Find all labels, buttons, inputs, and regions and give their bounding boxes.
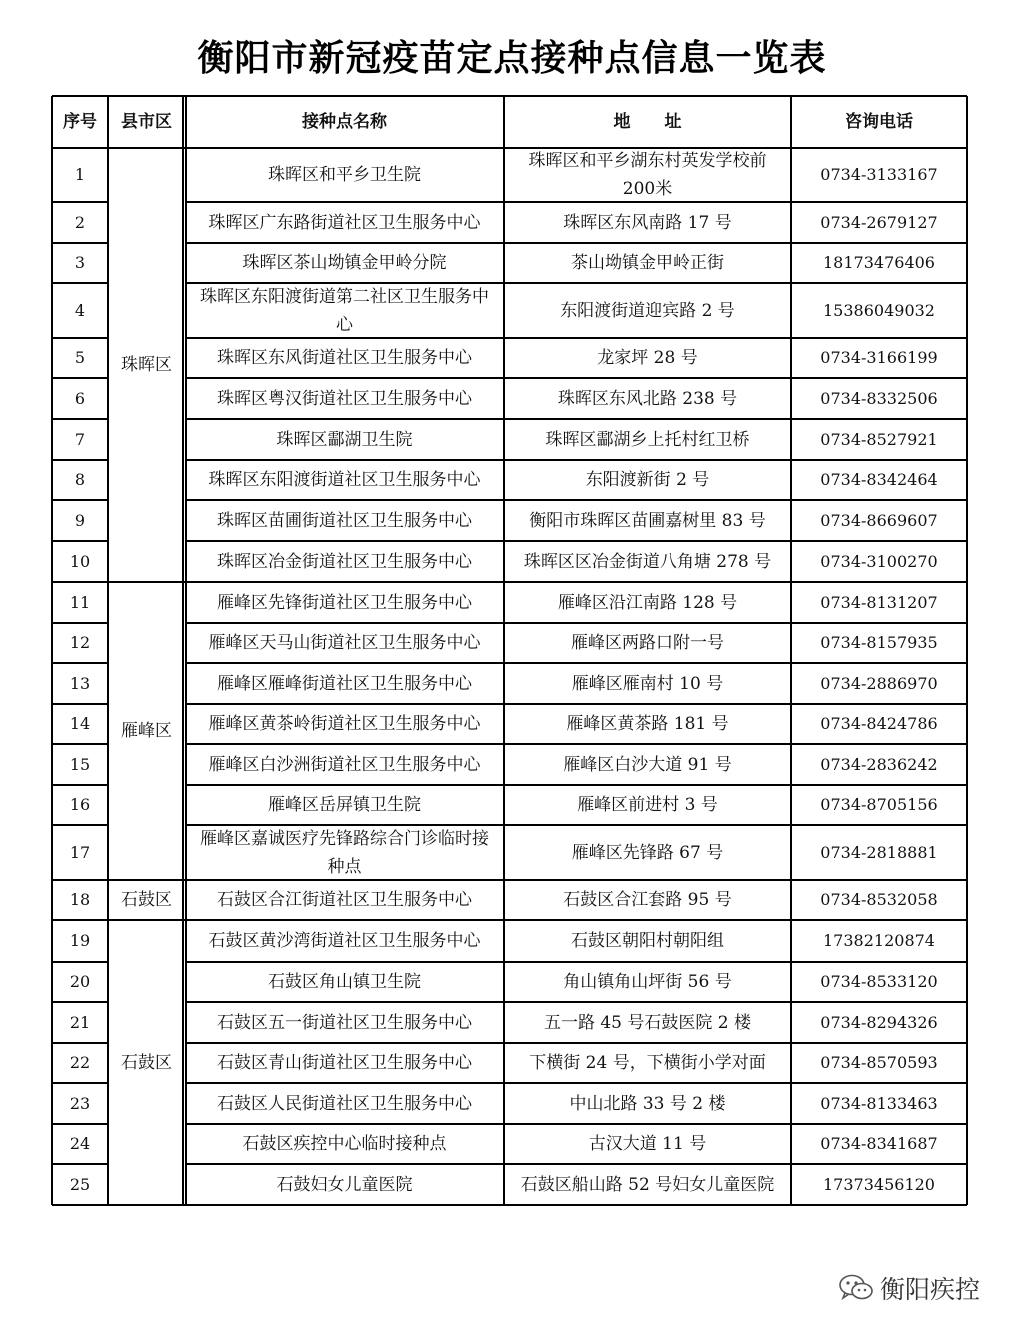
site-name: 雁峰区天马山街道社区卫生服务中心 bbox=[208, 633, 481, 653]
site-phone: 0734-8424786 bbox=[820, 714, 938, 733]
table-rule bbox=[52, 540, 108, 541]
table-rule bbox=[185, 282, 967, 283]
site-address: 五一路 45 号石鼓医院 2 楼 bbox=[543, 1012, 752, 1033]
site-phone: 0734-8157935 bbox=[820, 633, 938, 652]
table-rule bbox=[52, 1082, 108, 1083]
site-address: 中山北路 33 号 2 楼 bbox=[569, 1093, 726, 1114]
site-address: 珠晖区和平乡湖东村英发学校前200米 bbox=[528, 151, 767, 199]
site-phone: 0734-8294326 bbox=[820, 1012, 938, 1032]
site-phone: 0734-2886970 bbox=[820, 673, 938, 693]
table-rule bbox=[185, 961, 967, 962]
header-site-name: 接种点名称 bbox=[302, 112, 387, 132]
table-rule bbox=[52, 95, 967, 97]
site-address: 雁峰区前进村 3 号 bbox=[577, 795, 718, 815]
site-name: 石鼓区黄沙湾街道社区卫生服务中心 bbox=[208, 931, 481, 951]
site-address: 龙家坪 28 号 bbox=[597, 348, 698, 368]
site-phone: 0734-2836242 bbox=[820, 754, 938, 774]
table-rule bbox=[52, 201, 108, 202]
table-rule bbox=[52, 1163, 108, 1164]
site-phone: 0734-8131207 bbox=[820, 592, 938, 612]
row-number: 19 bbox=[69, 931, 91, 950]
site-phone: 0734-8570593 bbox=[820, 1053, 938, 1072]
row-number: 15 bbox=[69, 754, 91, 774]
site-address: 下横街 24 号，下横街小学对面 bbox=[529, 1053, 766, 1073]
site-address: 衡阳市珠晖区苗圃嘉树里 83 号 bbox=[529, 510, 766, 531]
table-rule bbox=[52, 879, 967, 880]
site-address: 雁峰区两路口附一号 bbox=[571, 633, 724, 653]
table-rule bbox=[52, 499, 108, 500]
table-rule bbox=[185, 499, 967, 500]
site-phone: 17382120874 bbox=[823, 931, 935, 950]
site-name: 珠晖区东阳渡街道社区卫生服务中心 bbox=[208, 470, 481, 490]
site-name: 石鼓区人民街道社区卫生服务中心 bbox=[217, 1093, 472, 1114]
site-address: 雁峰区雁南村 10 号 bbox=[571, 673, 724, 694]
site-phone: 0734-2679127 bbox=[820, 212, 938, 232]
site-address: 东阳渡街道迎宾路 2 号 bbox=[560, 300, 735, 321]
site-name: 石鼓区青山街道社区卫生服务中心 bbox=[217, 1053, 472, 1073]
table-rule bbox=[52, 703, 108, 704]
row-number: 13 bbox=[69, 673, 91, 693]
site-name: 石鼓妇女儿童医院 bbox=[276, 1174, 413, 1195]
site-phone: 0734-8532058 bbox=[820, 890, 938, 909]
district-name: 石鼓区 bbox=[121, 890, 172, 910]
header-no: 序号 bbox=[63, 112, 97, 132]
site-phone: 0734-8527921 bbox=[820, 429, 938, 449]
table-rule bbox=[185, 418, 967, 419]
table-rule bbox=[185, 540, 967, 541]
site-name: 珠晖区苗圃街道社区卫生服务中心 bbox=[217, 510, 472, 531]
table-rule bbox=[52, 418, 108, 419]
site-address: 雁峰区白沙大道 91 号 bbox=[563, 754, 732, 775]
table-rule bbox=[52, 961, 108, 962]
site-address: 珠晖区东风南路 17 号 bbox=[563, 212, 732, 233]
site-name: 雁峰区嘉诚医疗先锋路综合门诊临时接种点 bbox=[200, 828, 489, 877]
site-address: 雁峰区黄茶路 181 号 bbox=[566, 714, 729, 734]
row-number: 7 bbox=[74, 429, 86, 449]
site-address: 石鼓区船山路 52 号妇女儿童医院 bbox=[520, 1174, 775, 1195]
table-rule bbox=[52, 242, 108, 243]
row-number: 22 bbox=[69, 1053, 91, 1072]
site-phone: 0734-8342464 bbox=[820, 470, 938, 489]
wechat-icon bbox=[838, 1273, 874, 1303]
site-phone: 18173476406 bbox=[823, 253, 935, 272]
site-phone: 0734-8341687 bbox=[820, 1134, 938, 1153]
site-name: 石鼓区五一街道社区卫生服务中心 bbox=[217, 1012, 472, 1033]
site-phone: 0734-3166199 bbox=[820, 348, 938, 367]
row-number: 16 bbox=[69, 795, 91, 814]
table-rule bbox=[185, 1001, 967, 1002]
row-number: 2 bbox=[74, 212, 86, 232]
table-rule bbox=[185, 1123, 967, 1124]
table-rule bbox=[185, 1082, 967, 1083]
footer-account-name: 衡阳疾控 bbox=[880, 1275, 981, 1304]
row-number: 3 bbox=[74, 253, 86, 272]
row-number: 21 bbox=[69, 1012, 91, 1032]
row-number: 14 bbox=[69, 714, 91, 733]
site-name: 雁峰区岳屏镇卫生院 bbox=[268, 795, 421, 815]
site-name: 珠晖区东阳渡街道第二社区卫生服务中心 bbox=[200, 286, 489, 335]
table-rule bbox=[52, 147, 967, 149]
site-name: 石鼓区疾控中心临时接种点 bbox=[242, 1134, 447, 1154]
table-rule bbox=[52, 662, 108, 663]
table-rule bbox=[503, 96, 504, 1205]
table-rule bbox=[185, 743, 967, 744]
table-rule bbox=[52, 581, 967, 582]
site-name: 雁峰区黄茶岭街道社区卫生服务中心 bbox=[208, 714, 481, 734]
row-number: 8 bbox=[74, 470, 86, 489]
site-name: 石鼓区合江街道社区卫生服务中心 bbox=[217, 890, 472, 910]
district-name: 雁峰区 bbox=[121, 721, 172, 741]
page-title: 衡阳市新冠疫苗定点接种点信息一览表 bbox=[197, 38, 827, 79]
site-phone: 0734-8133463 bbox=[820, 1093, 938, 1113]
table-rule bbox=[52, 824, 108, 825]
table-rule bbox=[185, 337, 967, 338]
site-phone: 17373456120 bbox=[823, 1174, 935, 1194]
row-number: 17 bbox=[69, 842, 91, 862]
site-name: 雁峰区白沙洲街道社区卫生服务中心 bbox=[208, 754, 481, 775]
site-address: 珠晖区东风北路 238 号 bbox=[557, 388, 738, 409]
row-number: 20 bbox=[69, 972, 91, 991]
table-rule bbox=[185, 784, 967, 785]
site-name: 雁峰区雁峰街道社区卫生服务中心 bbox=[217, 673, 472, 694]
row-number: 24 bbox=[69, 1134, 91, 1153]
table-rule bbox=[185, 377, 967, 378]
table-rule bbox=[52, 1123, 108, 1124]
site-name: 珠晖区东风街道社区卫生服务中心 bbox=[217, 348, 472, 368]
table-rule bbox=[185, 201, 967, 202]
site-address: 珠晖区区冶金街道八角塘 278 号 bbox=[523, 551, 772, 572]
site-address: 石鼓区合江套路 95 号 bbox=[563, 890, 732, 910]
site-name: 石鼓区角山镇卫生院 bbox=[268, 972, 421, 992]
table-rule bbox=[52, 622, 108, 623]
site-phone: 0734-8332506 bbox=[820, 388, 938, 408]
table-rule bbox=[185, 1163, 967, 1164]
table-rule bbox=[966, 96, 968, 1205]
row-number: 12 bbox=[69, 633, 91, 652]
row-number: 6 bbox=[74, 388, 86, 408]
site-address: 东阳渡新街 2 号 bbox=[585, 470, 710, 490]
table-rule bbox=[52, 1042, 108, 1043]
footer-watermark bbox=[838, 1268, 980, 1308]
table-rule bbox=[52, 337, 108, 338]
site-name: 珠晖区酃湖卫生院 bbox=[276, 429, 413, 450]
table-rule bbox=[52, 1001, 108, 1002]
header-address: 地 址 bbox=[613, 112, 682, 132]
site-name: 珠晖区广东路街道社区卫生服务中心 bbox=[208, 212, 481, 233]
district-name: 珠晖区 bbox=[121, 355, 172, 375]
header-phone: 咨询电话 bbox=[845, 112, 913, 132]
table-rule bbox=[52, 377, 108, 378]
table-rule bbox=[790, 96, 791, 1205]
table-rule bbox=[182, 96, 183, 1205]
row-number: 25 bbox=[69, 1174, 91, 1194]
row-number: 10 bbox=[69, 551, 91, 571]
site-address: 古汉大道 11 号 bbox=[588, 1134, 707, 1154]
table-rule bbox=[185, 824, 967, 825]
table-rule bbox=[52, 919, 967, 920]
site-address: 石鼓区朝阳村朝阳组 bbox=[571, 931, 724, 951]
site-phone: 0734-3100270 bbox=[820, 551, 938, 571]
table-rule bbox=[185, 242, 967, 243]
site-phone: 0734-2818881 bbox=[820, 842, 938, 862]
table-rule bbox=[51, 96, 53, 1205]
site-address: 珠晖区酃湖乡上托村红卫桥 bbox=[545, 429, 750, 450]
site-phone: 0734-3133167 bbox=[820, 165, 938, 184]
table-rule bbox=[185, 459, 967, 460]
site-name: 珠晖区冶金街道社区卫生服务中心 bbox=[217, 551, 472, 572]
table-rule bbox=[52, 743, 108, 744]
header-district: 县市区 bbox=[121, 112, 172, 132]
row-number: 4 bbox=[74, 300, 86, 320]
row-number: 18 bbox=[69, 890, 91, 909]
site-phone: 0734-8705156 bbox=[820, 795, 938, 814]
table-rule bbox=[185, 96, 186, 1205]
row-number: 11 bbox=[69, 592, 91, 612]
table-rule bbox=[52, 282, 108, 283]
row-number: 5 bbox=[74, 348, 86, 367]
table-rule bbox=[185, 1042, 967, 1043]
site-phone: 0734-8533120 bbox=[820, 972, 938, 991]
site-name: 珠晖区粤汉街道社区卫生服务中心 bbox=[217, 388, 472, 409]
row-number: 1 bbox=[74, 165, 86, 184]
table-rule bbox=[185, 662, 967, 663]
site-address: 角山镇角山坪街 56 号 bbox=[563, 972, 732, 992]
table-rule bbox=[185, 703, 967, 704]
table-rule bbox=[185, 622, 967, 623]
row-number: 23 bbox=[69, 1093, 91, 1113]
table-rule bbox=[52, 1204, 967, 1206]
row-number: 9 bbox=[74, 510, 86, 530]
site-address: 茶山坳镇金甲岭正街 bbox=[571, 253, 724, 273]
site-address: 雁峰区沿江南路 128 号 bbox=[557, 592, 738, 613]
district-name: 石鼓区 bbox=[121, 1052, 172, 1073]
site-name: 雁峰区先锋街道社区卫生服务中心 bbox=[217, 592, 472, 613]
table-rule bbox=[52, 784, 108, 785]
site-name: 珠晖区和平乡卫生院 bbox=[268, 165, 421, 185]
site-name: 珠晖区茶山坳镇金甲岭分院 bbox=[242, 253, 447, 273]
site-address: 雁峰区先锋路 67 号 bbox=[571, 842, 724, 863]
vaccination-sites-table bbox=[52, 96, 967, 1205]
table-rule bbox=[52, 459, 108, 460]
site-phone: 0734-8669607 bbox=[820, 510, 938, 530]
table-rule bbox=[107, 96, 108, 1205]
site-phone: 15386049032 bbox=[823, 300, 935, 320]
